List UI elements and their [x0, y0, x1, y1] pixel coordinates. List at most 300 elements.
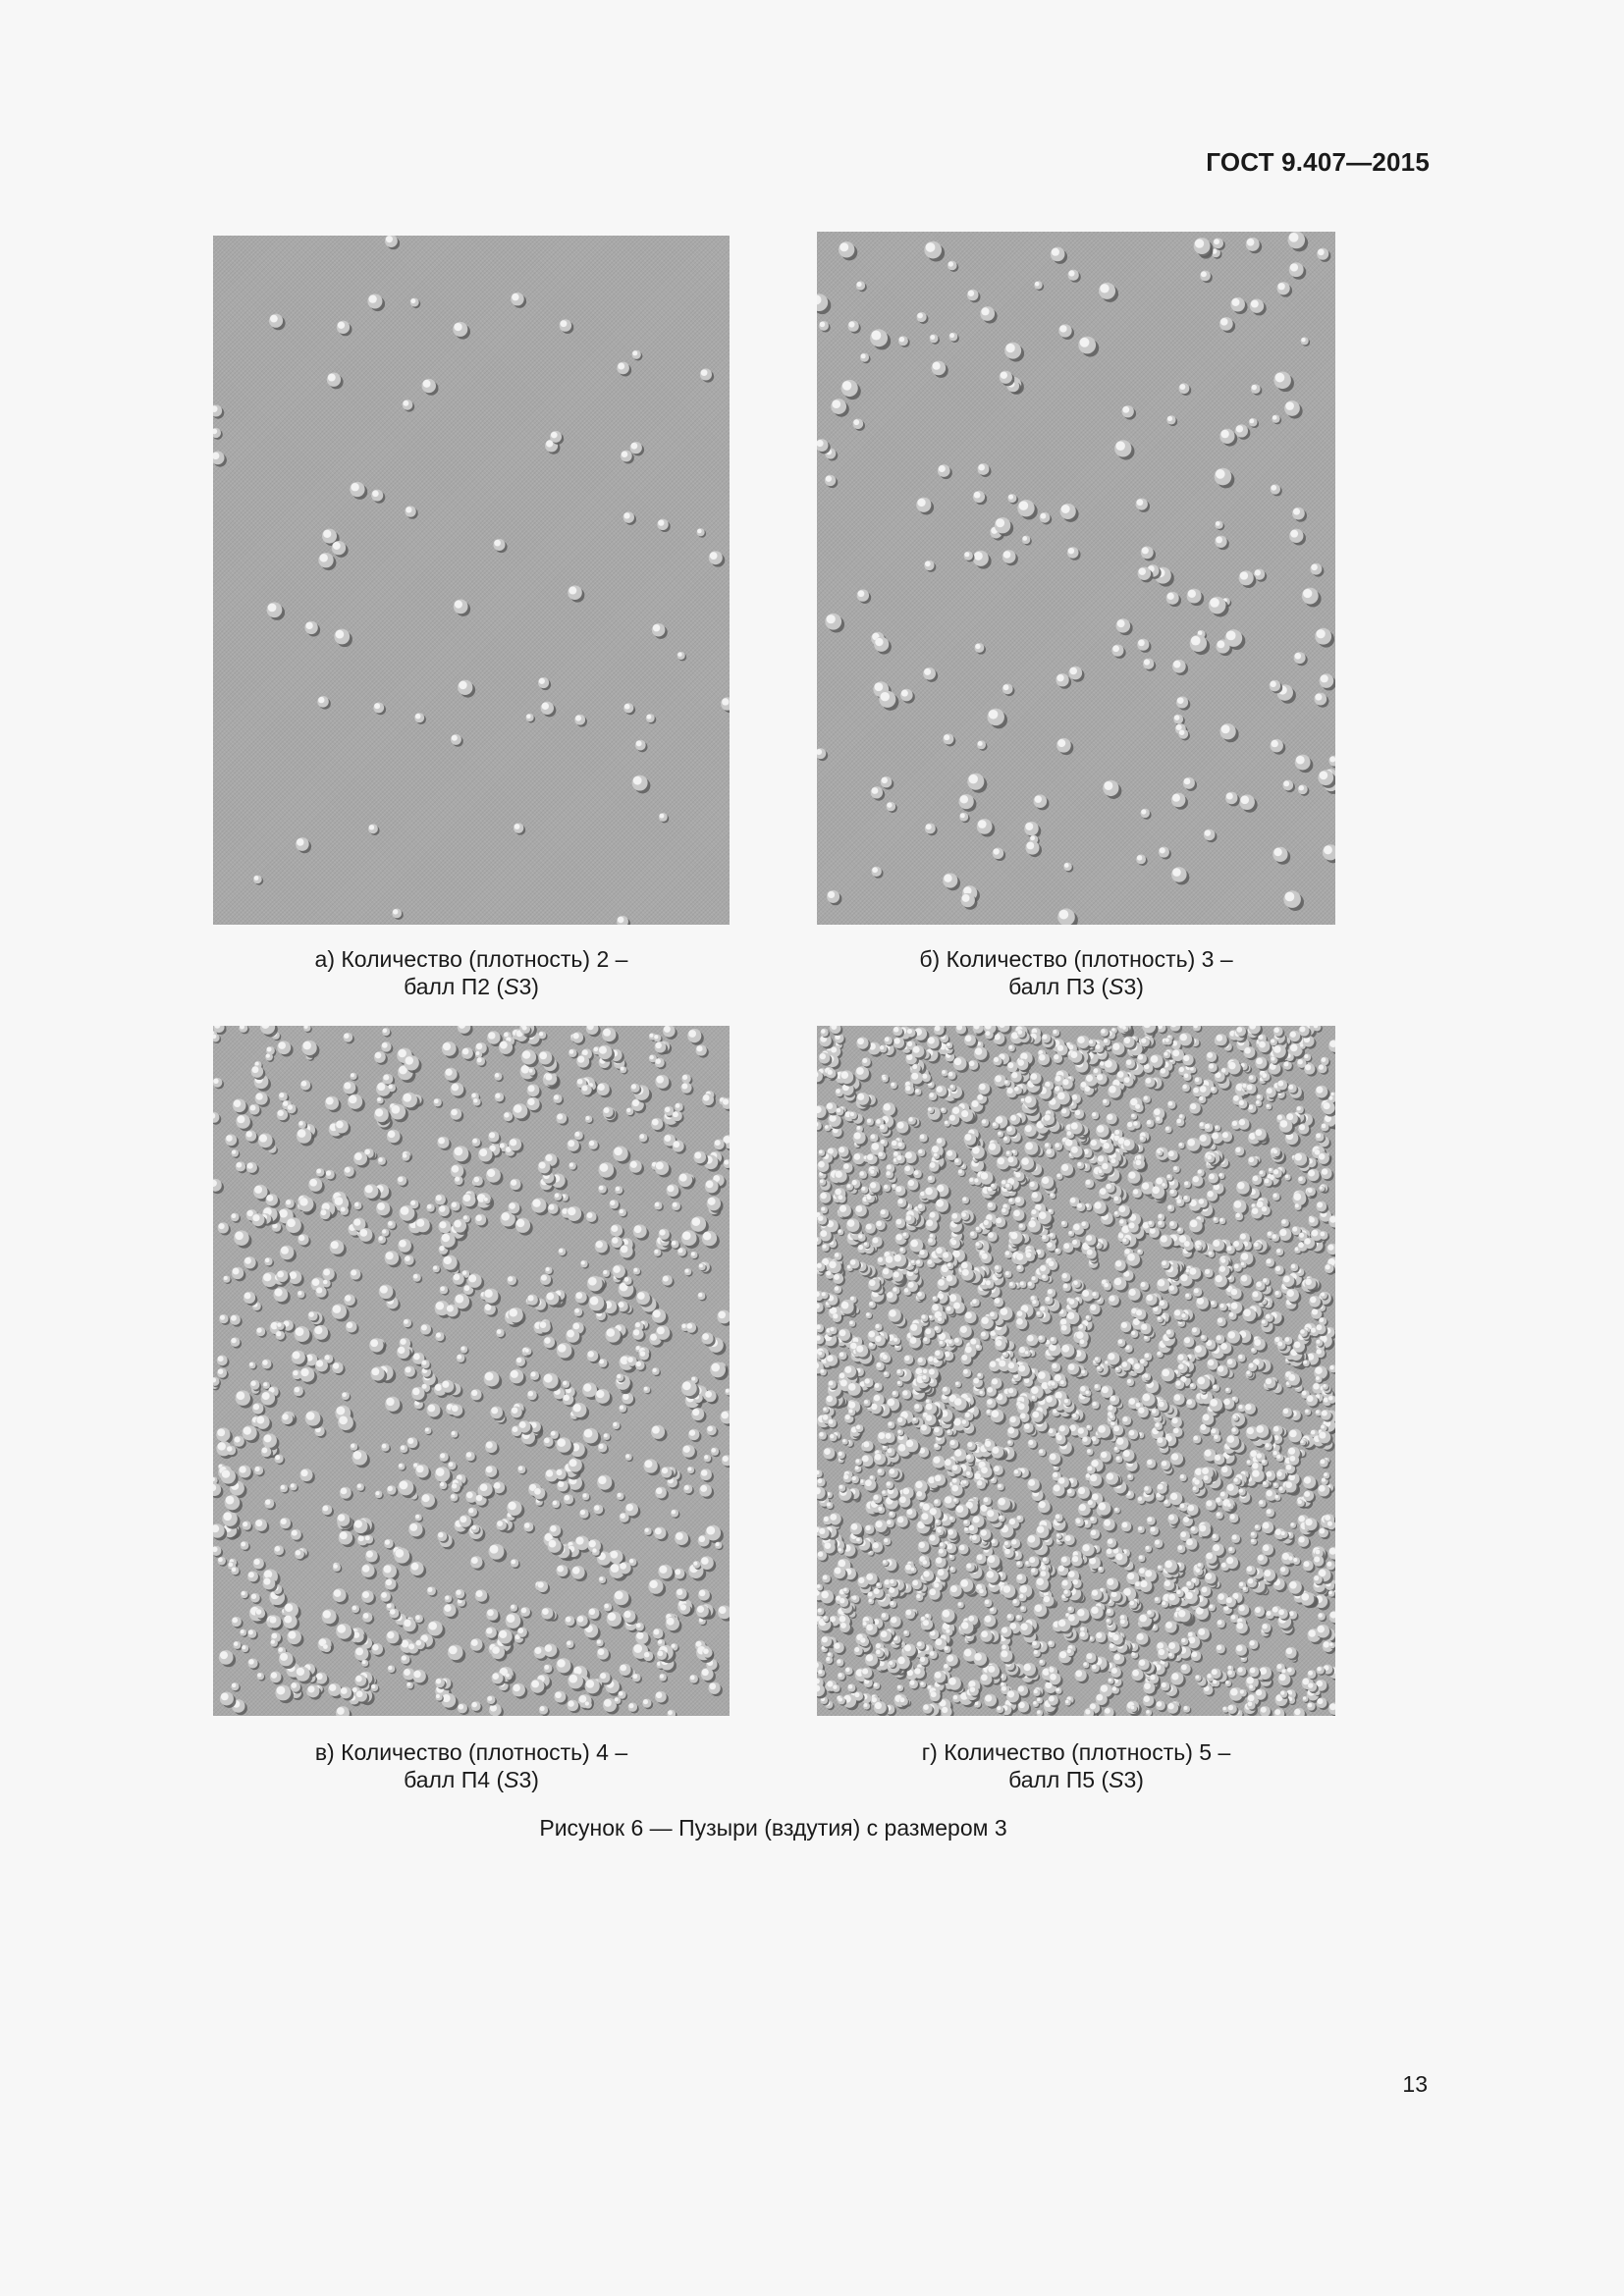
blister	[266, 1194, 281, 1208]
blister	[593, 1505, 605, 1517]
caption-line-1: г) Количество (плотность) 5 –	[921, 1739, 1231, 1765]
blister	[305, 1411, 323, 1428]
blister	[554, 1193, 563, 1201]
blister	[617, 1492, 625, 1501]
blister	[597, 1475, 615, 1493]
blister	[973, 491, 987, 505]
blister	[881, 776, 894, 790]
blister	[386, 1630, 402, 1646]
blister	[897, 1198, 908, 1208]
blister	[724, 1159, 730, 1170]
blister	[1108, 1678, 1114, 1684]
blister	[1114, 1259, 1128, 1273]
blister	[299, 1468, 314, 1483]
blister	[487, 1695, 497, 1705]
blister	[896, 1516, 910, 1529]
blister	[1067, 547, 1081, 561]
blister	[699, 1484, 714, 1499]
blister	[817, 439, 831, 454]
blister	[1106, 1608, 1114, 1617]
blister	[962, 1197, 971, 1205]
blister	[375, 1491, 384, 1500]
blister	[1090, 1529, 1102, 1541]
blister	[1288, 1084, 1299, 1095]
blister	[859, 1171, 869, 1181]
blister	[1266, 1258, 1276, 1269]
blister	[1323, 844, 1335, 863]
blister	[234, 1230, 251, 1248]
blister	[442, 1041, 459, 1058]
blister	[379, 1284, 396, 1301]
blister	[838, 1229, 844, 1236]
blister	[929, 1650, 939, 1660]
blister	[1154, 1539, 1164, 1550]
blister	[262, 1360, 274, 1371]
blister	[1177, 1545, 1187, 1555]
blister	[915, 1259, 924, 1268]
blister	[1126, 1378, 1135, 1387]
blister	[514, 823, 525, 834]
blister	[1136, 854, 1148, 866]
blister	[892, 1391, 899, 1399]
blister	[648, 1579, 666, 1597]
blister	[673, 1141, 686, 1154]
blister	[441, 1693, 458, 1710]
blister	[831, 399, 849, 417]
blister	[1298, 1176, 1308, 1186]
blister	[659, 1674, 668, 1682]
blister	[1138, 1555, 1146, 1563]
blister	[1166, 415, 1177, 426]
blister	[496, 1329, 506, 1339]
blister	[484, 1371, 503, 1390]
blister	[385, 236, 400, 249]
blister	[1273, 371, 1294, 392]
blister	[540, 1274, 553, 1287]
blister	[427, 1586, 438, 1597]
blister	[515, 1218, 533, 1236]
blister	[1122, 1449, 1137, 1464]
blister	[817, 1215, 829, 1227]
blister	[1194, 1077, 1204, 1087]
blister	[847, 1683, 857, 1693]
blister	[1235, 1644, 1249, 1658]
blister	[1258, 1041, 1272, 1054]
blister	[1116, 618, 1133, 635]
blister	[1230, 297, 1247, 314]
blister	[987, 1201, 998, 1212]
blister	[1260, 1706, 1272, 1716]
blister	[686, 1322, 698, 1334]
blister	[1106, 1113, 1118, 1126]
blister	[1229, 1514, 1240, 1524]
blister	[818, 1669, 827, 1678]
blister	[296, 837, 311, 853]
blister	[974, 1046, 990, 1062]
blister	[361, 1590, 376, 1605]
blister	[231, 1682, 241, 1692]
blister	[1244, 1403, 1258, 1416]
blister	[1295, 755, 1314, 774]
blister	[838, 1673, 846, 1682]
blister	[332, 1362, 346, 1375]
blister	[1226, 1359, 1238, 1370]
blister	[1017, 500, 1037, 519]
blister	[475, 1214, 489, 1228]
blister	[1183, 777, 1197, 791]
blister	[1008, 1281, 1016, 1289]
blister	[1060, 504, 1079, 522]
blister	[1303, 1475, 1319, 1491]
blister	[1020, 1156, 1036, 1172]
blister	[855, 1204, 869, 1218]
blister	[1096, 1124, 1111, 1140]
blister	[817, 1478, 827, 1488]
blister	[1243, 1046, 1257, 1060]
blister	[277, 1041, 293, 1056]
blister	[839, 241, 857, 260]
blister	[842, 1439, 849, 1446]
blister	[568, 585, 584, 602]
blister	[274, 1455, 285, 1466]
blister	[382, 1028, 392, 1038]
blister	[358, 1228, 374, 1244]
blister	[891, 1082, 898, 1090]
blister	[352, 1450, 369, 1468]
blister-texture	[817, 1026, 1335, 1716]
blister	[663, 1026, 677, 1040]
blister	[1057, 908, 1078, 925]
blister	[1239, 570, 1257, 588]
blister	[1231, 1534, 1242, 1545]
blister	[630, 1084, 641, 1095]
blister	[1238, 1604, 1252, 1618]
blister	[336, 1706, 352, 1716]
blister	[1158, 1220, 1166, 1229]
blister	[651, 1425, 668, 1442]
blister	[1128, 1288, 1143, 1303]
blister	[1114, 440, 1134, 459]
blister	[333, 1588, 349, 1604]
blister	[1002, 683, 1015, 696]
blister	[453, 322, 470, 340]
blister	[655, 1487, 669, 1501]
blister	[415, 1465, 431, 1480]
blister	[1127, 1171, 1142, 1186]
blister	[1318, 1613, 1326, 1622]
blister	[967, 774, 987, 793]
blister	[595, 1389, 613, 1407]
blister	[655, 1160, 672, 1177]
blister	[900, 689, 915, 704]
blister	[334, 629, 352, 648]
blister	[871, 786, 886, 801]
blister	[1178, 729, 1190, 741]
blister	[451, 1083, 466, 1098]
blister	[225, 1134, 239, 1148]
blister	[619, 1405, 627, 1414]
blister	[690, 1252, 699, 1260]
blister	[1191, 1651, 1203, 1663]
blister	[504, 1112, 514, 1123]
blister	[655, 1691, 669, 1705]
blister	[1052, 1362, 1062, 1373]
blister	[1114, 1508, 1121, 1515]
blister	[623, 1610, 638, 1625]
blister	[1210, 1301, 1218, 1309]
blister	[817, 1121, 823, 1131]
blister	[376, 1201, 393, 1218]
blister	[582, 1493, 591, 1502]
blister	[231, 1567, 241, 1576]
blister	[1200, 271, 1213, 284]
blister	[688, 1429, 701, 1442]
blister	[1250, 1531, 1258, 1539]
blister	[1246, 238, 1262, 253]
blister	[977, 819, 996, 837]
blister	[382, 1564, 399, 1580]
blister	[888, 1421, 896, 1430]
blister	[408, 1522, 425, 1539]
blister	[596, 1639, 605, 1648]
blister	[563, 1380, 571, 1389]
blister	[817, 1324, 826, 1334]
blister	[1039, 1659, 1047, 1667]
blister	[943, 733, 955, 746]
blister	[1106, 1472, 1120, 1487]
blister	[1068, 667, 1084, 682]
blister	[280, 1518, 293, 1530]
blister	[644, 1527, 653, 1536]
blister	[671, 1509, 680, 1519]
blister	[1294, 652, 1308, 666]
blister	[614, 1590, 631, 1608]
blister	[598, 1185, 608, 1195]
blister	[213, 1483, 223, 1498]
blister	[1182, 1054, 1195, 1067]
blister	[958, 794, 976, 812]
blister	[1219, 429, 1237, 447]
blister	[617, 916, 630, 925]
blister	[1236, 1181, 1252, 1197]
blister	[246, 1162, 259, 1175]
blister	[1171, 867, 1189, 884]
blister	[1031, 1192, 1044, 1204]
blister	[533, 1487, 547, 1501]
blister	[264, 1257, 274, 1267]
blister	[861, 1455, 875, 1468]
blister	[556, 1113, 568, 1126]
caption-line-1: б) Количество (плотность) 3 –	[919, 946, 1233, 972]
blister	[1034, 794, 1050, 810]
blister	[681, 1083, 694, 1095]
blister	[1056, 738, 1073, 755]
blister	[817, 1469, 824, 1479]
blister	[1220, 1466, 1234, 1479]
blister	[1317, 1697, 1329, 1710]
blister	[913, 1170, 923, 1180]
blister	[327, 373, 344, 390]
blister	[827, 1502, 835, 1510]
blister	[586, 1026, 601, 1037]
blister	[1076, 1202, 1087, 1213]
blister	[1166, 1174, 1174, 1182]
blister	[682, 1445, 697, 1460]
blister	[697, 528, 707, 538]
blister	[882, 1354, 893, 1364]
blister	[517, 1466, 527, 1475]
blister	[954, 1158, 963, 1167]
blister	[935, 1557, 948, 1571]
blister	[817, 1608, 826, 1617]
blister	[1023, 1423, 1035, 1435]
blister	[1025, 841, 1042, 858]
panel-caption-c	[196, 1738, 746, 1793]
blister	[1184, 1181, 1193, 1190]
blister	[388, 1665, 397, 1674]
blister	[1077, 1161, 1086, 1170]
blister	[1012, 1209, 1026, 1223]
blister	[698, 1589, 712, 1603]
blister	[1016, 1615, 1024, 1623]
blister	[453, 1146, 471, 1164]
blister	[1282, 1408, 1294, 1419]
blister	[1193, 1435, 1203, 1445]
blister	[247, 1658, 259, 1670]
caption-line-1: в) Количество (плотность) 4 –	[314, 1739, 628, 1765]
blister	[218, 1557, 228, 1567]
blister	[325, 1170, 336, 1181]
blister-sample-image-p5	[817, 1026, 1335, 1716]
blister	[365, 1550, 380, 1565]
blister	[424, 1427, 432, 1435]
blister	[895, 1186, 908, 1199]
blister	[218, 1222, 231, 1235]
blister	[1249, 1639, 1260, 1650]
blister	[1270, 680, 1283, 694]
blister	[406, 1437, 419, 1450]
blister	[1301, 337, 1310, 346]
blister	[583, 1428, 601, 1446]
blister	[350, 482, 367, 500]
blister	[348, 1095, 365, 1112]
blister	[827, 890, 841, 905]
blister	[330, 1240, 347, 1256]
blister	[1128, 1429, 1140, 1441]
blister	[1193, 1026, 1203, 1033]
blister	[1230, 1288, 1244, 1302]
blister	[217, 1355, 230, 1367]
blister	[947, 261, 958, 272]
blister	[433, 1265, 442, 1274]
blister	[1274, 1265, 1285, 1276]
blister	[1140, 809, 1151, 820]
blister	[1159, 847, 1171, 860]
blister	[443, 1255, 460, 1273]
blister	[1125, 1059, 1137, 1071]
blister	[213, 1179, 224, 1194]
blister	[884, 1037, 893, 1046]
blister	[1271, 484, 1282, 496]
blister	[405, 506, 417, 518]
blister	[1007, 1426, 1021, 1440]
blister	[231, 1213, 241, 1223]
blister	[1131, 1330, 1140, 1339]
blister	[973, 1652, 989, 1668]
blister	[1212, 1533, 1220, 1542]
blister	[1266, 1103, 1272, 1110]
blister	[918, 1541, 932, 1555]
blister	[1310, 563, 1324, 577]
blister	[643, 1459, 660, 1475]
blister	[247, 1629, 258, 1640]
blister	[270, 1672, 284, 1685]
blister	[340, 1487, 353, 1501]
blister	[830, 1026, 842, 1036]
blister	[1014, 1197, 1026, 1208]
blister	[1238, 1099, 1249, 1110]
blister	[1040, 512, 1053, 525]
blister	[707, 1425, 719, 1437]
blister	[822, 1575, 832, 1584]
blister	[1143, 1695, 1157, 1709]
blister	[1179, 383, 1192, 396]
blister	[955, 1026, 968, 1036]
blister	[352, 1605, 360, 1614]
blister	[458, 680, 475, 698]
blister	[1007, 494, 1018, 505]
blister	[392, 908, 404, 920]
blister	[451, 1430, 459, 1438]
blister	[870, 329, 891, 349]
blister	[1277, 282, 1293, 297]
blister	[406, 1682, 414, 1689]
blister	[1078, 337, 1099, 357]
blister	[883, 1184, 892, 1193]
blister	[1185, 1293, 1193, 1301]
blister	[1022, 536, 1032, 546]
blister	[241, 1541, 250, 1551]
blister	[1236, 1622, 1250, 1635]
blister	[1322, 1101, 1335, 1117]
blister	[586, 1211, 599, 1224]
blister	[622, 1393, 635, 1407]
blister	[389, 1608, 401, 1620]
blister	[322, 1609, 340, 1627]
blister	[825, 614, 844, 633]
blister	[217, 1368, 229, 1380]
blister	[1151, 1409, 1161, 1418]
blister	[213, 1078, 224, 1090]
blister	[1246, 1566, 1258, 1577]
blister	[269, 314, 286, 331]
blister	[253, 1558, 266, 1571]
blister	[991, 1409, 1006, 1424]
blister	[223, 1275, 232, 1284]
blister	[1282, 780, 1295, 793]
blister	[865, 1524, 876, 1535]
blister	[1121, 405, 1136, 420]
blister	[1208, 1063, 1218, 1074]
blister	[943, 873, 960, 890]
blister	[667, 1710, 677, 1716]
blister	[251, 1065, 266, 1080]
blister	[1038, 1500, 1053, 1515]
blister	[1024, 1142, 1040, 1157]
page-number: 13	[1402, 2071, 1428, 2097]
blister	[1237, 1667, 1248, 1678]
blister	[303, 1026, 312, 1033]
